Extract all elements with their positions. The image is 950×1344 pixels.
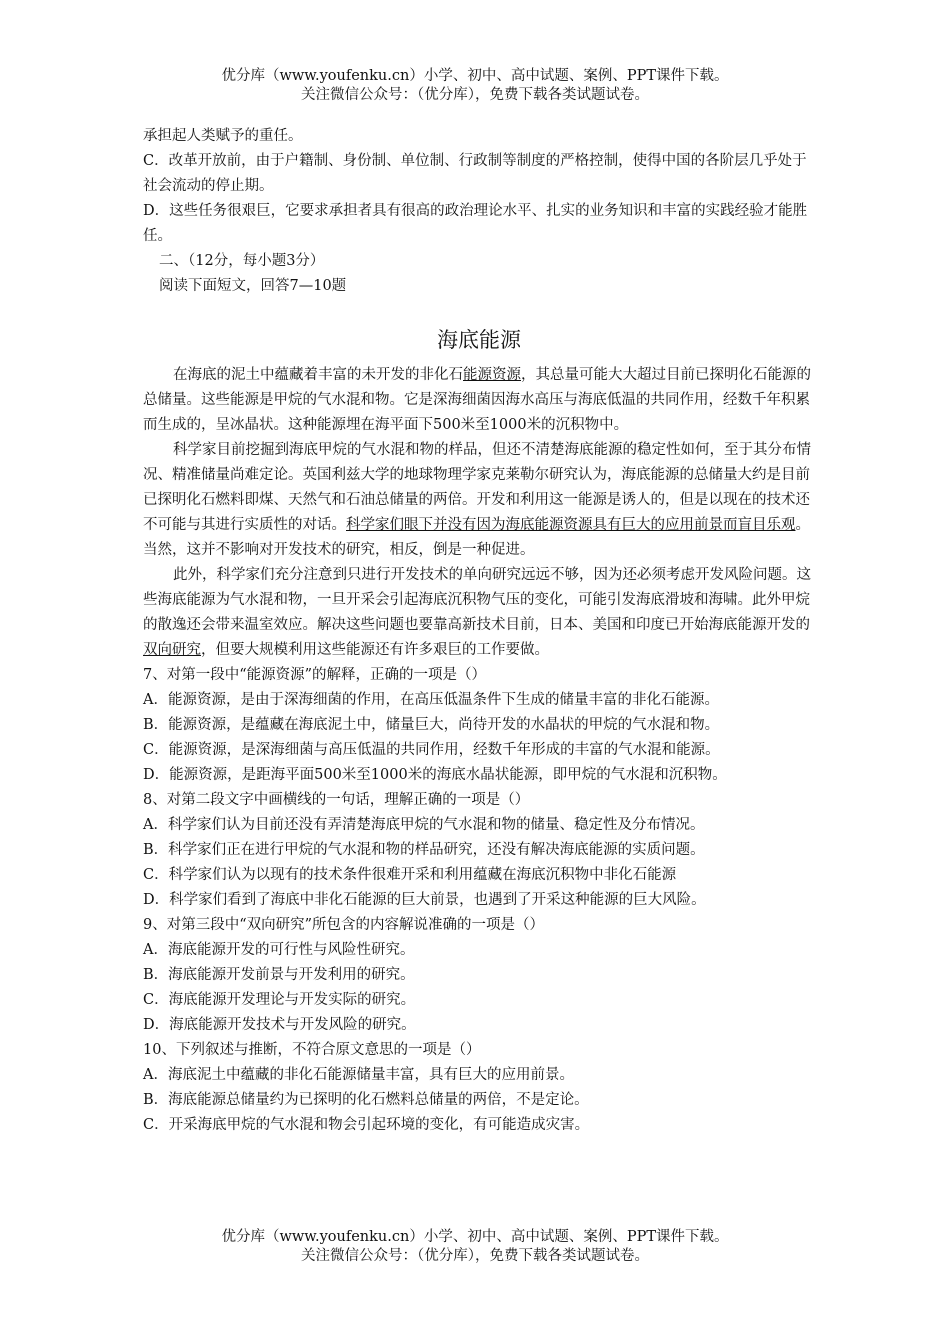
option-c: C．能源资源，是深海细菌与高压低温的共同作用，经数千年形成的丰富的气水混和能源。 [143,742,720,758]
option-d: D．能源资源，是距海平面500米至1000米的海底水晶状能源，即甲烷的气水混和沉积物。 [143,767,727,783]
question-stem: 10、下列叙述与推断，不符合原文意思的一项是（） [143,1042,481,1058]
question-stem: 8、对第二段文字中画横线的一句话，理解正确的一项是（） [143,792,530,808]
page-content [143,124,815,1138]
option-a: A．科学家们认为目前还没有弄清楚海底甲烷的气水混和物的储量、稳定性及分布情况。 [143,817,705,833]
article-paragraph-2: 科学家目前挖掘到海底甲烷的气水混和物的样品，但还不清楚海底能源的稳定性如何，至于其分布情况、精准储量尚难定论。英国利兹大学的地球物理学家克莱勒尔研究认为，海底能源的总储量大约是目前已探明化石燃料即煤、天然气和石油总储量的两倍。开发和利用这一能源是诱人的，但是以现在的技术还不可能与其进行实质性的对话。科学家们眼下并没有因为海底能源资源具有巨大的应用前景而盲目乐观。当然，这并不影响对开发技术的研究，相反，倒是一种促进。 [143,442,811,558]
option-b: B．海底能源总储量约为已探明的化石燃料总储量的两倍，不是定论。 [143,1092,589,1108]
option-a: A．海底泥土中蕴藏的非化石能源储量丰富，具有巨大的应用前景。 [143,1067,574,1083]
question-10 [143,1038,815,1138]
prev-option-d: D．这些任务很艰巨，它要求承担者具有很高的政治理论水平、扎实的业务知识和丰富的实践经验才能胜任。 [143,203,808,244]
option-c: C．科学家们认为以现有的技术条件很难开采和利用蕴藏在海底沉积物中非化石能源 [143,867,677,883]
header-line-2: 关注微信公众号：（优分库），免费下载各类试题试卷。 [301,87,649,103]
option-b: B．科学家们正在进行甲烷的气水混和物的样品研究，还没有解决海底能源的实质问题。 [143,842,705,858]
prev-option-c: C．改革开放前，由于户籍制、身份制、单位制、行政制等制度的严格控制，使得中国的各阶层几乎处于社会流动的停止期。 [143,153,807,194]
article-title: 海底能源 [437,328,521,352]
question-8 [143,788,815,913]
option-d: D．科学家们看到了海底中非化石能源的巨大前景，也遇到了开采这种能源的巨大风险。 [143,892,706,908]
prev-question-tail: 承担起人类赋予的重任。 [143,128,303,144]
option-a: A．海底能源开发的可行性与风险性研究。 [143,942,415,958]
question-stem: 7、对第一段中“能源资源”的解释，正确的一项是（） [143,667,487,683]
underlined-term-energy-resource: 能源资源 [463,367,521,383]
article-paragraph-1: 在海底的泥土中蕴藏着丰富的未开发的非化石能源资源，其总量可能大大超过目前已探明化石能源的总储量。这些能源是甲烷的气水混和物。它是深海细菌因海水高压与海底低温的共同作用，经数千年积累而生成的，呈冰晶状。这种能源埋在海平面下500米至1000米的沉积物中。 [143,367,811,433]
underlined-sentence: 科学家们眼下并没有因为海底能源资源具有巨大的应用前景而盲目乐观 [346,517,796,533]
section-heading: 二、（12分，每小题3分） [159,253,325,269]
option-a: A．能源资源，是由于深海细菌的作用，在高压低温条件下生成的储量丰富的非化石能源。 [143,692,719,708]
header-line-1: 优分库（www.youfenku.cn）小学、初中、高中试题、案例、PPT课件下载。 [221,68,729,84]
underlined-term-two-way-research: 双向研究 [143,642,201,658]
page-header [0,67,950,105]
page-footer [0,1228,950,1266]
option-b: B．能源资源，是蕴藏在海底泥土中，储量巨大，尚待开发的水晶状的甲烷的气水混和物。 [143,717,720,733]
option-c: C．开采海底甲烷的气水混和物会引起环境的变化，有可能造成灾害。 [143,1117,590,1133]
option-d: D．海底能源开发技术与开发风险的研究。 [143,1017,416,1033]
section-instruction: 阅读下面短文，回答7—10题 [159,278,347,294]
footer-line-1: 优分库（www.youfenku.cn）小学、初中、高中试题、案例、PPT课件下载。 [221,1229,729,1245]
question-7 [143,663,815,788]
option-b: B．海底能源开发前景与开发利用的研究。 [143,967,415,983]
article-paragraph-3: 此外，科学家们充分注意到只进行开发技术的单向研究远远不够，因为还必须考虑开发风险问题。这些海底能源为气水混和物，一旦开采会引起海底沉积物气压的变化，可能引发海底滑坡和海啸。此外甲烷的散逸还会带来温室效应。解决这些问题也要靠高新技术目前，日本、美国和印度已开始海底能源开发的双向研究，但要大规模利用这些能源还有许多艰巨的工作要做。 [143,567,811,658]
question-9 [143,913,815,1038]
question-stem: 9、对第三段中“双向研究”所包含的内容解说准确的一项是（） [143,917,545,933]
footer-line-2: 关注微信公众号：（优分库），免费下载各类试题试卷。 [301,1248,649,1264]
option-c: C．海底能源开发理论与开发实际的研究。 [143,992,416,1008]
